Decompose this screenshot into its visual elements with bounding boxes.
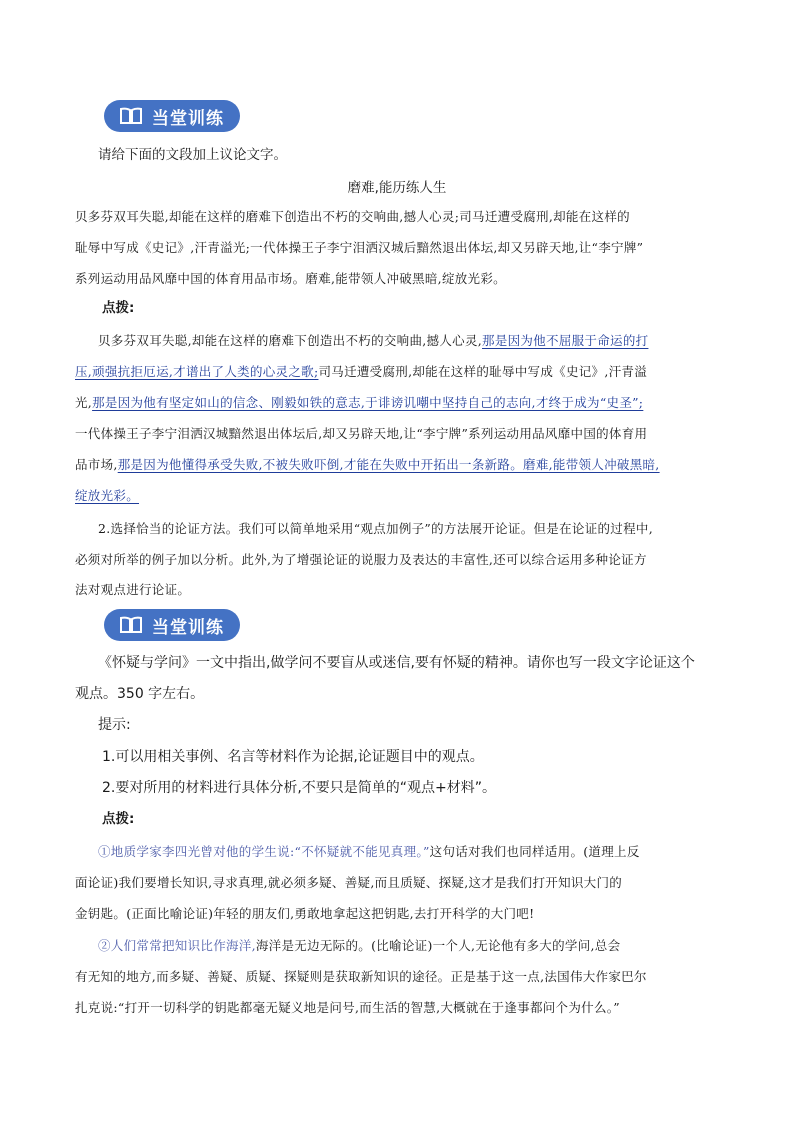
hint-label-2: 点拨: (102, 811, 135, 827)
section-header-1-label: 当堂训练 (152, 108, 224, 129)
hint-underlined-text: 那是因为他不屈服于命运的打 (482, 333, 649, 348)
answer-p1-line-3: 金钥匙。(正面比喻论证)年轻的朋友们,勇敢地拿起这把钥匙,去打开科学的大门吧! (75, 906, 535, 921)
answer-quote: ①地质学家李四光曾对他的学生说:“不怀疑就不能见真理。” (98, 844, 430, 859)
hint-underlined-text: 压,顽强抗拒厄运,才谱出了人类的心灵之歌; (75, 364, 319, 379)
answer-text: 这句话对我们也同样适用。(道理上反 (429, 844, 640, 859)
section-header-2-label: 当堂训练 (152, 617, 224, 638)
essay-title: 磨难,能历练人生 (347, 180, 447, 196)
tips-label: 提示: (98, 717, 131, 733)
tip-1: 1.可以用相关事例、名言等材料作为论据,论证题目中的观点。 (102, 749, 484, 765)
answer-p1-line-1 (98, 842, 640, 862)
open-book-icon (120, 107, 142, 125)
prompt-line-2: 观点。350 字左右。 (75, 686, 205, 702)
hint-line-4: 一代体操王子李宁泪洒汉城黯然退出体坛后,却又另辟天地,让“李宁牌”系列运动用品风靡中国的体育用 (75, 426, 648, 441)
answer-text: 海洋是无边无际的。(比喻论证)一个人,无论他有多大的学问,总会 (255, 938, 621, 953)
method-line-1: 2.选择恰当的论证方法。我们可以简单地采用“观点加例子”的方法展开论证。但是在论证的过程中, (98, 521, 653, 536)
prompt-line-1: 《怀疑与学问》一文中指出,做学问不要盲从或迷信,要有怀疑的精神。请你也写一段文字论证这个 (98, 655, 695, 671)
hint-underlined-text: 那是因为他懂得承受失败,不被失败吓倒,才能在失败中开拓出一条新路。磨难,能带领人冲破黑暗, (117, 457, 660, 472)
hint-line-6 (75, 486, 139, 506)
hint-text: 光, (75, 395, 93, 410)
passage-line-1: 贝多芬双耳失聪,却能在这样的磨难下创造出不朽的交响曲,撼人心灵;司马迁遭受腐刑,却能在这样的 (75, 209, 630, 224)
hint-underlined-text: 那是因为他有坚定如山的信念、刚毅如铁的意志,于诽谤讥嘲中坚持自己的志向,才终于成为“史圣”; (92, 395, 644, 410)
answer-quote: ②人们常常把知识比作海洋, (98, 938, 256, 953)
hint-line-3 (75, 393, 643, 413)
hint-line-5 (75, 455, 660, 475)
hint-label-1: 点拨: (102, 300, 135, 316)
hint-text: 品市场, (75, 457, 118, 472)
hint-text: 司马迁遭受腐刑,却能在这样的耻辱中写成《史记》,汗青溢 (318, 364, 648, 379)
hint-text: 贝多芬双耳失聪,却能在这样的磨难下创造出不朽的交响曲,撼人心灵, (98, 333, 483, 348)
tip-2: 2.要对所用的材料进行具体分析,不要只是简单的“观点+材料”。 (102, 780, 497, 796)
answer-p2-line-2: 有无知的地方,而多疑、善疑、质疑、探疑则是获取新知识的途径。正是基于这一点,法国伟大作家巴尔 (75, 969, 647, 984)
passage-line-3: 系列运动用品风靡中国的体育用品市场。磨难,能带领人冲破黑暗,绽放光彩。 (75, 271, 506, 286)
section-header-2 (104, 609, 240, 641)
hint-line-1 (98, 331, 648, 351)
open-book-icon (120, 616, 142, 634)
section-header-1 (104, 100, 240, 132)
method-line-3: 法对观点进行论证。 (75, 582, 191, 597)
hint-underlined-text: 绽放光彩。 (75, 488, 140, 503)
instruction: 请给下面的文段加上议论文字。 (98, 147, 287, 163)
method-line-2: 必须对所举的例子加以分析。此外,为了增强论证的说服力及表达的丰富性,还可以综合运用多种论证方 (75, 552, 647, 567)
hint-line-2 (75, 362, 647, 382)
answer-p2-line-1 (98, 936, 620, 956)
answer-p2-line-3: 扎克说:“打开一切科学的钥匙都毫无疑义地是问号,而生活的智慧,大概就在于逢事都问个为什么。” (75, 1000, 620, 1015)
passage-line-2: 耻辱中写成《史记》,汗青溢光;一代体操王子李宁泪洒汉城后黯然退出体坛,却又另辟天地,让“李宁牌” (75, 240, 644, 255)
answer-p1-line-2: 面论证)我们要增长知识,寻求真理,就必须多疑、善疑,而且质疑、探疑,这才是我们打开知识大门的 (75, 875, 623, 890)
